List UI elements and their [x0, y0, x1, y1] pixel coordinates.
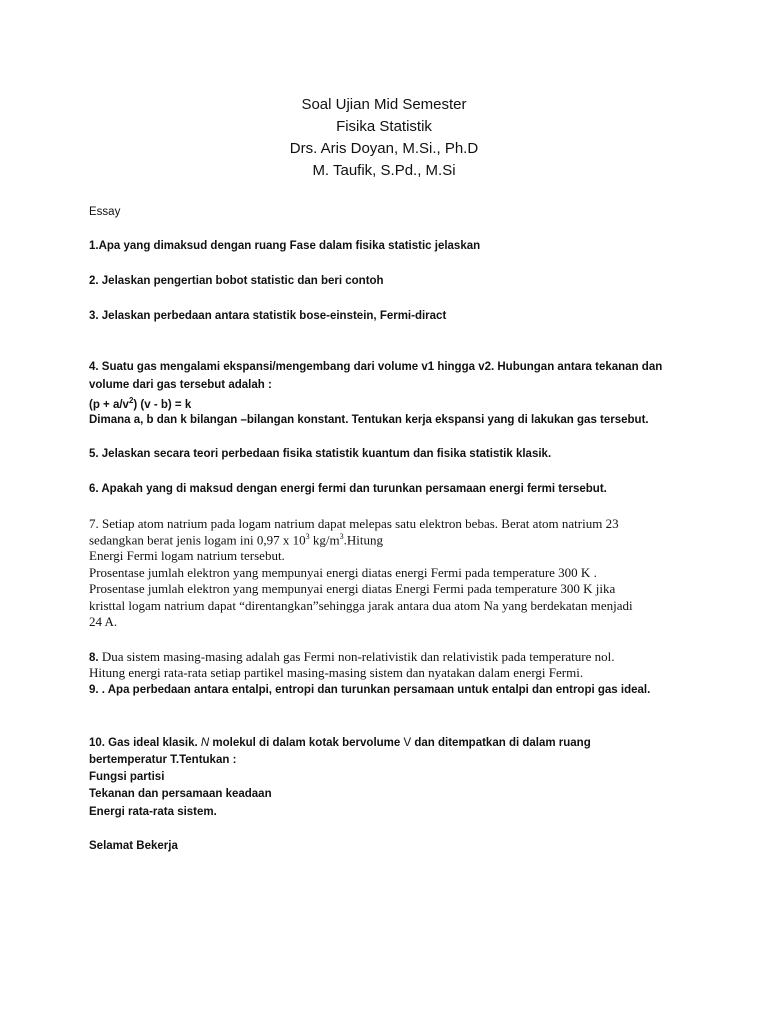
equation-part-1: (p + a/v — [89, 398, 129, 411]
question-8-line-2: Hitung energi rata-rata setiap partikel masing-masing sistem dan nyatakan dalam energi Fermi. — [89, 665, 584, 680]
question-7-line-5: Prosentase jumlah elektron yang mempunyai energi diatas Energi Fermi pada temperature 300 K jika — [89, 581, 616, 596]
q7-exponent-2: 3 — [339, 532, 344, 541]
question-4-line-2: volume dari gas tersebut adalah : — [89, 379, 272, 391]
question-10-line-3: Fungsi partisi — [89, 771, 165, 783]
q10-variable-n: N — [200, 737, 210, 749]
question-7-line-2 — [89, 532, 383, 548]
question-4-equation — [89, 396, 191, 411]
equation-part-2: ) (v - b) = k — [133, 398, 192, 411]
q10-part-3: dan ditempatkan di dalam ruang — [411, 737, 591, 749]
q10-variable-v: V — [403, 737, 412, 749]
q10-part-2: molekul di dalam kotak bervolume — [209, 737, 404, 749]
question-10-line-4: Tekanan dan persamaan keadaan — [89, 788, 272, 800]
question-10-line-1 — [89, 737, 591, 749]
question-10-line-2: bertemperatur T.Tentukan : — [89, 754, 237, 766]
question-8-line-1 — [89, 649, 615, 665]
question-4-line-1: 4. Suatu gas mengalami ekspansi/mengembang dari volume v1 hingga v2. Hubungan antara tekanan dan — [89, 361, 663, 373]
question-8-number: 8. — [89, 652, 99, 664]
equation-exponent: 2 — [128, 396, 134, 405]
question-10-line-5: Energi rata-rata sistem. — [89, 806, 217, 818]
q7-line2-part-3: .Hitung — [343, 532, 383, 548]
question-7-line-7: 24 A. — [89, 614, 118, 629]
question-7-line-4: Prosentase jumlah elektron yang mempunyai energi diatas energi Fermi pada temperature 300 K . — [89, 565, 597, 580]
closing-text: Selamat Bekerja — [89, 840, 178, 852]
section-label: Essay — [89, 206, 121, 218]
lecturer-2: M. Taufik, S.Pd., M.Si — [312, 162, 456, 179]
exam-title: Soal Ujian Mid Semester — [301, 96, 467, 113]
question-4-line-4: Dimana a, b dan k bilangan –bilangan konstant. Tentukan kerja ekspansi yang di lakukan gas tersebut. — [89, 414, 649, 426]
question-5: 5. Jelaskan secara teori perbedaan fisika statistik kuantum dan fisika statistik klasik. — [89, 448, 552, 460]
course-name: Fisika Statistik — [336, 118, 432, 135]
question-7-line-1: 7. Setiap atom natrium pada logam natrium dapat melepas satu elektron bebas. Berat atom natrium 23 — [89, 516, 619, 531]
q7-line2-part-1: sedangkan berat jenis logam ini 0,97 x 10 — [89, 532, 306, 548]
question-1: 1.Apa yang dimaksud dengan ruang Fase dalam fisika statistic jelaskan — [89, 240, 481, 252]
q10-part-1: 10. Gas ideal klasik. — [89, 737, 201, 749]
question-3: 3. Jelaskan perbedaan antara statistik bose-einstein, Fermi-diract — [89, 310, 447, 322]
question-8-text: Dua sistem masing-masing adalah gas Fermi non-relativistik dan relativistik pada temperature nol. — [98, 649, 615, 664]
question-7-line-6: kristtal logam natrium dapat “direntangkan”sehingga jarak antara dua atom Na yang berdekatan menjadi — [89, 598, 633, 613]
question-9: 9. . Apa perbedaan antara entalpi, entropi dan turunkan persamaan untuk entalpi dan entropi gas ideal. — [89, 684, 651, 696]
lecturer-1: Drs. Aris Doyan, M.Si., Ph.D — [289, 140, 479, 157]
question-7-line-3: Energi Fermi logam natrium tersebut. — [89, 548, 285, 563]
question-6: 6. Apakah yang di maksud dengan energi fermi dan turunkan persamaan energi fermi tersebut. — [89, 483, 607, 495]
question-2: 2. Jelaskan pengertian bobot statistic dan beri contoh — [89, 275, 384, 287]
q7-exponent-1: 3 — [305, 532, 310, 541]
q7-line2-part-2: kg/m — [309, 532, 340, 548]
